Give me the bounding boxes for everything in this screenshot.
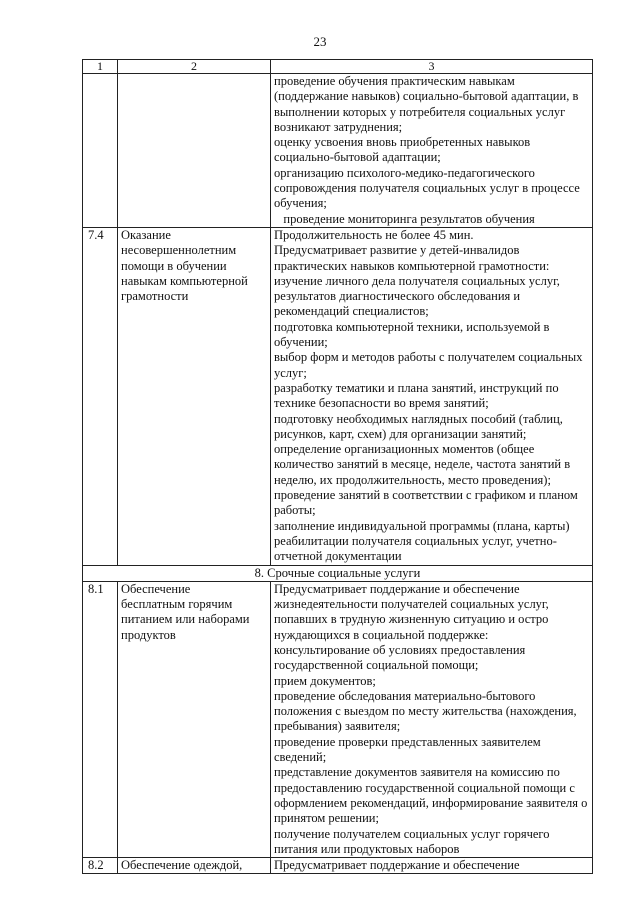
desc-line: проведение мониторинга результатов обучения xyxy=(274,211,535,226)
name-line: Обеспечение xyxy=(121,581,191,596)
desc-line: прием документов; xyxy=(274,673,376,688)
desc-line: Предусматривает развитие у детей-инвалидов xyxy=(274,243,520,258)
desc-line: подготовка компьютерной техники, используемой в xyxy=(274,319,550,334)
name-line: питанием или наборами xyxy=(121,612,250,627)
desc-line: представление документов заявителя на комиссию по xyxy=(274,765,560,780)
name-line: продуктов xyxy=(121,627,176,642)
services-table xyxy=(82,59,593,874)
desc-line: результатов диагностического обследования и xyxy=(274,289,521,304)
service-name xyxy=(118,227,271,565)
desc-line: организацию психолого-медико-педагогического xyxy=(274,165,535,180)
row-number: 8.1 xyxy=(83,581,118,857)
desc-line: предоставлению государственной социальной помощи с xyxy=(274,780,575,795)
desc-line: рекомендаций специалистов; xyxy=(274,304,429,319)
service-name xyxy=(118,858,271,874)
desc-line: (поддержание навыков) социально-бытовой адаптации, в xyxy=(274,89,579,104)
desc-line: попавших в трудную жизненную ситуацию и остро xyxy=(274,612,549,627)
name-line: навыкам компьютерной xyxy=(121,273,248,288)
desc-line: государственной социальной помощи; xyxy=(274,658,479,673)
header-col-1: 1 xyxy=(83,60,118,74)
desc-line: социально-бытовой адаптации; xyxy=(274,150,441,165)
desc-line: проведение обучения практическим навыкам xyxy=(274,74,515,88)
name-line: грамотности xyxy=(121,289,189,304)
desc-line: сведений; xyxy=(274,750,327,765)
section-title: 8. Срочные социальные услуги xyxy=(83,565,593,581)
desc-line: работы; xyxy=(274,503,316,518)
name-line: несовершеннолетним xyxy=(121,243,237,258)
service-name xyxy=(118,581,271,857)
name-line: помощи в обучении xyxy=(121,258,227,273)
row-number: 8.2 xyxy=(83,858,118,874)
desc-line: пребывания) заявителя; xyxy=(274,719,401,734)
desc-line: изучение личного дела получателя социальных услуг, xyxy=(274,273,560,288)
desc-line: реабилитации получателя социальных услуг, учетно- xyxy=(274,533,557,548)
desc-line: положения с выездом по месту жительства (нахождения, xyxy=(274,704,577,719)
desc-line: обучения; xyxy=(274,196,327,211)
desc-line: жизнедеятельности получателей социальных услуг, xyxy=(274,597,549,612)
service-description xyxy=(271,858,593,874)
table-row-7-4 xyxy=(83,227,593,565)
desc-line: проведение обследования материально-бытового xyxy=(274,688,536,703)
continuation-description xyxy=(271,74,593,228)
desc-line: проведение занятий в соответствии с графиком и планом xyxy=(274,488,578,503)
desc-line: возникают затруднения; xyxy=(274,119,403,134)
desc-line: выбор форм и методов работы с получателем социальных xyxy=(274,350,583,365)
desc-line: оценку усвоения вновь приобретенных навыков xyxy=(274,135,531,150)
desc-line: проведение проверки представленных заявителем xyxy=(274,734,541,749)
desc-line: оформлением рекомендаций, информирование заявителя о xyxy=(274,795,588,810)
desc-line: практических навыков компьютерной грамотности: xyxy=(274,258,550,273)
desc-line: неделю, их продолжительность, место проведения); xyxy=(274,472,551,487)
desc-line: выполнении которых у потребителя социальных услуг xyxy=(274,104,566,119)
desc-line: рисунков, карт, схем) для организации занятий; xyxy=(274,426,527,441)
row-number: 7.4 xyxy=(83,227,118,565)
continuation-row xyxy=(83,74,593,228)
name-line: Оказание xyxy=(121,227,171,242)
desc-line: обучении; xyxy=(274,335,328,350)
desc-line: разработку тематики и плана занятий, инструкций по xyxy=(274,380,559,395)
name-line: Обеспечение одеждой, xyxy=(121,858,243,873)
desc-line: сопровождения получателя социальных услуг в процессе xyxy=(274,181,580,196)
desc-line: питания или продуктовых наборов xyxy=(274,841,460,856)
service-description xyxy=(271,227,593,565)
desc-line: Предусматривает поддержание и обеспечение xyxy=(274,581,520,596)
desc-line: услуг; xyxy=(274,365,307,380)
header-col-2: 2 xyxy=(118,60,271,74)
desc-line: отчетной документации xyxy=(274,549,402,564)
table-header-row xyxy=(83,60,593,74)
desc-line: нуждающихся в социальной поддержке: xyxy=(274,627,489,642)
header-col-3: 3 xyxy=(271,60,593,74)
desc-line: консультирование об условиях предоставления xyxy=(274,642,526,657)
table-row-8-1 xyxy=(83,581,593,857)
desc-line: Продолжительность не более 45 мин. xyxy=(274,227,474,242)
desc-line: заполнение индивидуальной программы (плана, карты) xyxy=(274,518,570,533)
desc-line: технике безопасности во время занятий; xyxy=(274,396,489,411)
desc-line: подготовку необходимых наглядных пособий (таблиц, xyxy=(274,411,563,426)
section-heading-row xyxy=(83,565,593,581)
desc-line: количество занятий в месяце, неделе, частота занятий в xyxy=(274,457,571,472)
table-row-8-2 xyxy=(83,858,593,874)
service-description xyxy=(271,581,593,857)
desc-line: получение получателем социальных услуг горячего xyxy=(274,826,550,841)
name-line: бесплатным горячим xyxy=(121,597,233,612)
page-number: 23 xyxy=(313,34,327,49)
desc-line: Предусматривает поддержание и обеспечение xyxy=(274,858,520,873)
desc-line: принятом решении; xyxy=(274,811,379,826)
desc-line: определение организационных моментов (общее xyxy=(274,442,535,457)
